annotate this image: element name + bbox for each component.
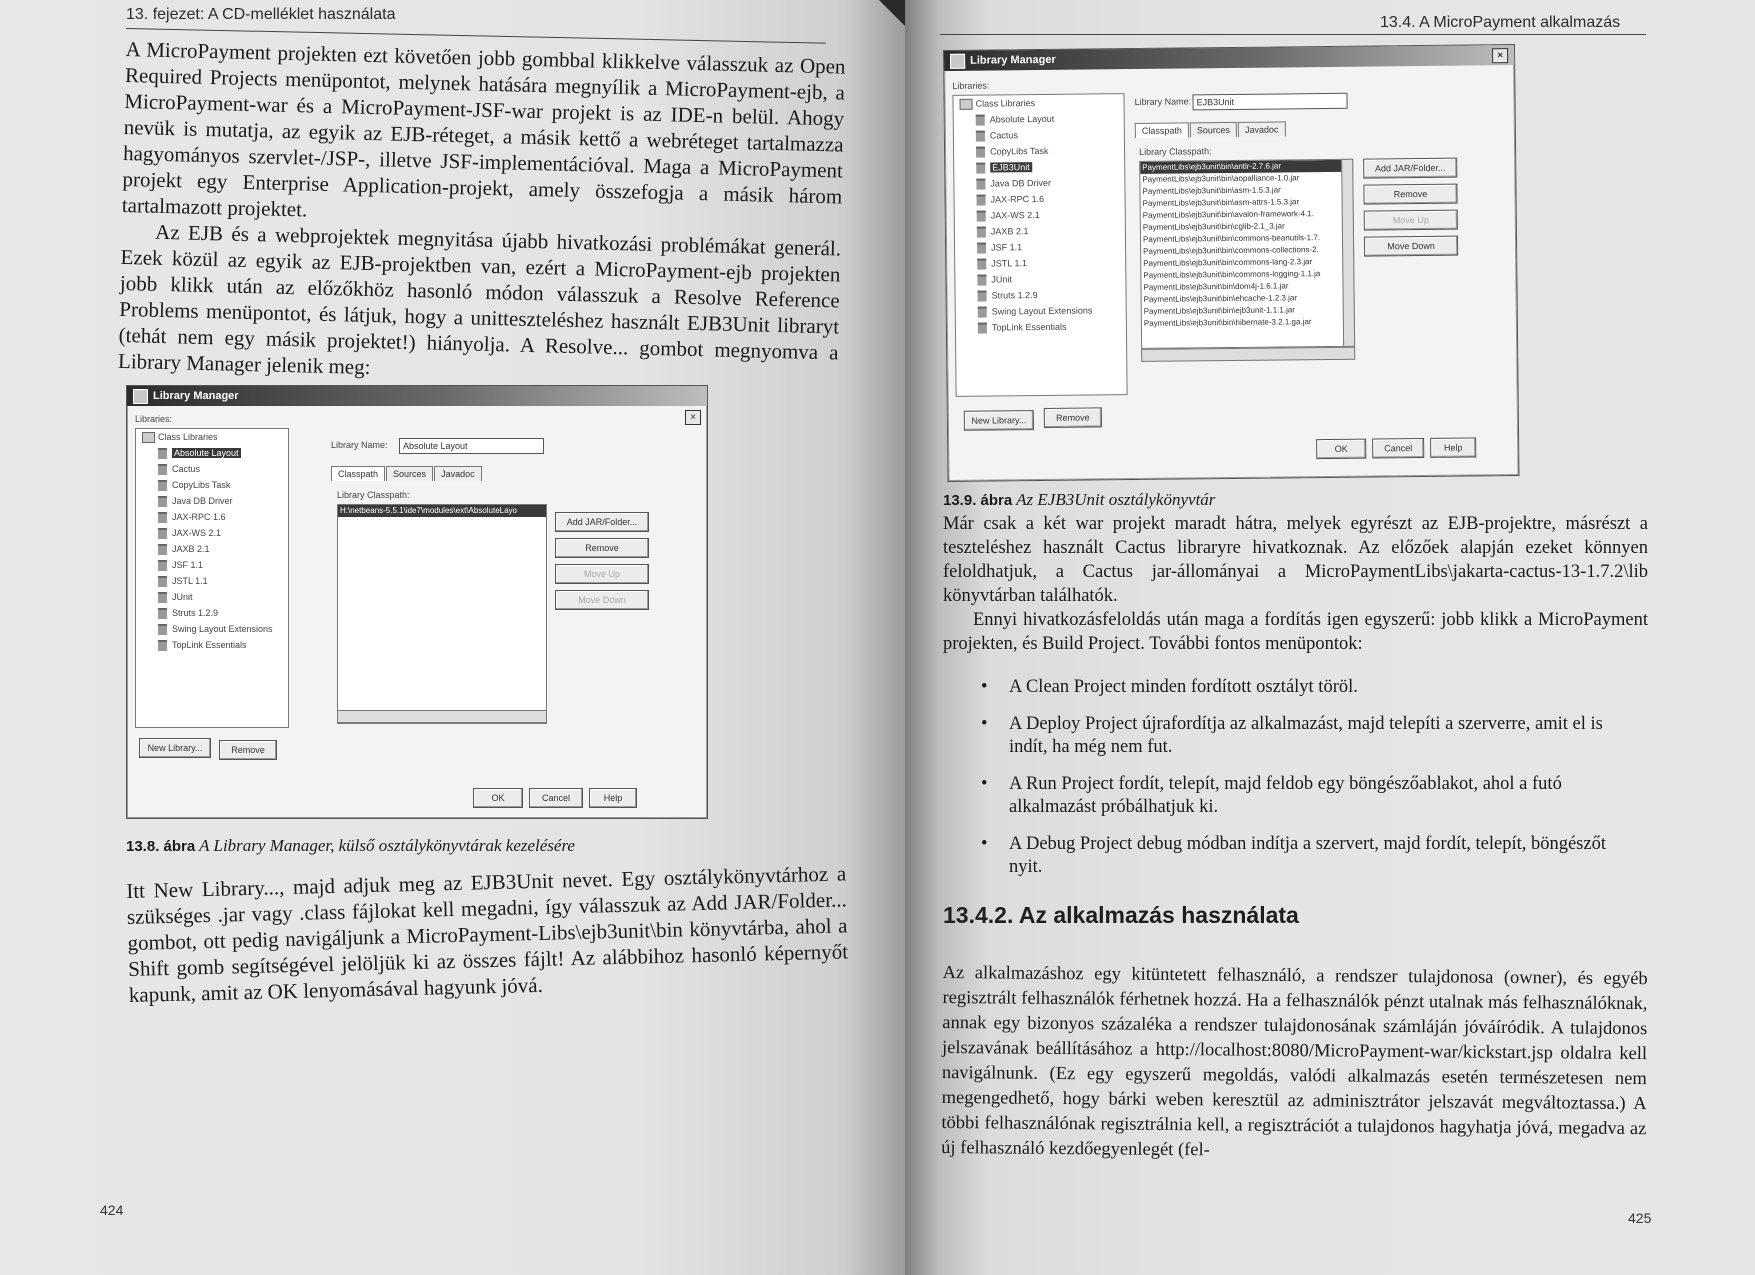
tree-node-label: EJB3Unit	[992, 162, 1030, 173]
bullet-glyph: •	[981, 774, 988, 794]
library-icon	[976, 179, 985, 190]
move-up-button[interactable]: Move Up	[1364, 210, 1458, 231]
caption-label: 13.8. ábra	[126, 838, 196, 855]
tree-node-label: JSF 1.1	[991, 242, 1023, 253]
paragraph: Már csak a két war projekt maradt hátra, melyek egyrészt az EJB-projektre, másrészt a teszteléshez használt Cactus libraryre hivatkoznak. Az előzőek alapján ezeket könnyen feloldhatjuk, a Cactus jar-állományai a MicroPaymentLibs\jakarta-cactus-13-1.7.2\lib könyvtárban találhatók.	[943, 514, 1648, 606]
caption-text: Az EJB3Unit osztálykönyvtár	[1016, 490, 1216, 509]
library-icon	[977, 243, 986, 254]
tree-node-label: Class Libraries	[158, 432, 218, 442]
library-icon	[158, 464, 167, 475]
remove-jar-button[interactable]: Remove	[555, 538, 649, 558]
tree-node-label: Java DB Driver	[990, 177, 1051, 189]
tree-item-library[interactable]	[136, 541, 288, 557]
ok-button[interactable]: OK	[1316, 439, 1366, 460]
list-item[interactable]: PaymentLibs\ejb3unit\bin\commons-beanutils-1.7.	[1142, 233, 1321, 244]
list-item	[977, 773, 1642, 819]
tree-node-label: Absolute Layout	[174, 448, 239, 458]
library-icon	[158, 624, 167, 635]
library-icon	[976, 131, 985, 142]
window-icon	[133, 389, 148, 404]
tree-node-label: Cactus	[989, 130, 1018, 141]
section-heading: 13.4.2. Az alkalmazás használata	[943, 902, 1299, 928]
tree-node-label: JAXB 2.1	[990, 226, 1029, 237]
library-icon	[158, 640, 167, 651]
tree-item-library[interactable]	[954, 190, 1124, 208]
header-rule-right	[940, 34, 1646, 35]
figure-caption-13-8	[126, 836, 575, 856]
dialog-titlebar	[944, 45, 1514, 71]
tree-node-label: JUnit	[991, 274, 1012, 285]
classpath-tabs	[331, 466, 483, 481]
library-icon	[158, 480, 167, 491]
tab-classpath[interactable]: Classpath	[1135, 122, 1189, 138]
library-icon	[976, 163, 985, 174]
tree-item-library[interactable]	[136, 621, 288, 637]
paragraph: Az alkalmazáshoz egy kitüntetett felhasználó, a rendszer tulajdonosa (owner), és egyéb regisztrált felhasználók férhetnek hozzá. Ha a felhasználók pénzt utalnak más felhasználóknak, annak egy bizonyos százaléka a rendszer tulajdonosának számláján jóváíródik. A tulajdonos jelszavának beállításához a http://localhost:8080/MicroPayment-war/kickstart.jsp oldalra kell navigálnunk. (Ez egy egyszerű megoldás, valódi alkalmazás esetén természetesen nem megengedhető, hogy bárki weben keresztül az adminisztrátor jelszavát megváltoztassa.) A többi felhasználónak regisztrálnia kell, a regisztrációt a tulajdonos hagyhatja jóvá, megadva az új felhasználó kezdőegyenlegét (fel-	[941, 962, 1648, 1160]
tab-classpath[interactable]: Classpath	[331, 466, 385, 481]
tree-item-library[interactable]	[136, 445, 288, 461]
cancel-button[interactable]: Cancel	[1372, 438, 1424, 459]
dialog-titlebar	[127, 386, 707, 406]
tree-node-label: CopyLibs Task	[990, 145, 1049, 157]
library-manager-dialog	[943, 44, 1519, 482]
library-icon	[978, 323, 987, 334]
list-item-text: A Clean Project minden fordított osztályt töröl.	[1009, 677, 1358, 697]
close-icon[interactable]: ×	[1492, 48, 1508, 63]
tree-item-library[interactable]	[955, 270, 1125, 288]
left-body-text	[118, 36, 846, 391]
library-icon	[158, 608, 167, 619]
bullet-list	[977, 676, 1642, 893]
paragraph: Az EJB és a webprojektek megnyitása újabb hivatkozási problémákat generál. Ezek közül az egyik az EJB-projektben van, ezért a MicroPayment-ejb projekten jobb klikk után az előzőkhöz hasonló módon válasszuk a Resolve Reference Problems menüpontot, és látjuk, hogy a unitteszteléshez használt EJB3Unit libraryt (tehát nem egy másik projektet!) hiányolja. A Resolve... gombot megnyomva a Library Manager jelenik meg:	[117, 219, 842, 380]
tree-item-library[interactable]	[955, 286, 1125, 304]
left-body-text-2	[126, 860, 849, 1008]
list-item	[977, 713, 1642, 759]
list-item[interactable]: PaymentLibs\ejb3unit\bin\commons-collections-2.	[1143, 245, 1319, 256]
tree-node-label: JSTL 1.1	[991, 258, 1027, 269]
tree-node-label: TopLink Essentials	[172, 640, 247, 650]
tree-item-library[interactable]	[955, 238, 1125, 256]
cancel-button[interactable]: Cancel	[529, 788, 583, 808]
dialog-title: Library Manager	[153, 390, 239, 402]
paragraph: Ennyi hivatkozásfeloldás után maga a fordítás igen egyszerű: jobb klikk a MicroPayment projekten, és Build Project. További fontos menüpontok:	[943, 610, 1648, 654]
remove-library-button[interactable]: Remove	[1044, 407, 1102, 428]
tree-item-library[interactable]	[955, 222, 1125, 240]
list-item[interactable]: H:\netbeans-5.5.1\ide7\modules\ext\AbsoluteLayo	[338, 505, 546, 517]
tree-node-label: Swing Layout Extensions	[172, 624, 273, 634]
page-number-left: 424	[100, 1202, 124, 1218]
library-icon	[977, 211, 986, 222]
tree-item-library[interactable]	[954, 174, 1124, 192]
folder-icon	[142, 432, 155, 443]
right-body-text-2	[941, 942, 1648, 1185]
library-classpath-label: Library Classpath:	[337, 490, 410, 500]
list-item[interactable]: PaymentLibs\ejb3unit\bin\aopalliance-1.0.jar	[1142, 173, 1300, 184]
tree-item-library[interactable]	[954, 158, 1124, 176]
tree-node-label: Java DB Driver	[172, 496, 233, 506]
bullet-glyph: •	[981, 834, 988, 854]
tree-node-label: Struts 1.2.9	[991, 290, 1038, 301]
remove-library-button[interactable]: Remove	[219, 740, 277, 760]
tree-node-label: JSTL 1.1	[172, 576, 208, 586]
folder-icon	[960, 99, 973, 110]
library-icon	[158, 560, 167, 571]
tree-item-library[interactable]	[955, 206, 1125, 224]
add-jar-folder-button[interactable]: Add JAR/Folder...	[555, 512, 649, 532]
list-item-text: A Deploy Project újrafordítja az alkalmazást, majd telepíti a szerverre, amit el is indít, ha még nem fut.	[1009, 714, 1603, 757]
list-item[interactable]: PaymentLibs\ejb3unit\bin\commons-logging-1.1.ja	[1143, 269, 1321, 280]
list-item[interactable]: PaymentLibs\ejb3unit\bin\dom4j-1.6.1.jar	[1143, 281, 1289, 292]
list-item-text: A Run Project fordít, telepít, majd feldob egy böngészőablakot, ahol a futó alkalmazást próbálhatjuk ki.	[1009, 774, 1562, 817]
bullet-glyph: •	[981, 677, 988, 697]
help-button[interactable]: Help	[589, 788, 637, 808]
library-icon	[976, 147, 985, 158]
tree-item-library[interactable]	[136, 573, 288, 589]
library-icon	[976, 115, 985, 126]
list-item[interactable]: PaymentLibs\ejb3unit\bin\asm-1.5.3.jar	[1142, 185, 1281, 196]
tree-node-label: CopyLibs Task	[172, 480, 231, 490]
running-head-left: 13. fejezet: A CD-melléklet használata	[126, 6, 396, 23]
tab-sources[interactable]: Sources	[1190, 122, 1237, 137]
horizontal-scrollbar[interactable]	[1141, 347, 1355, 362]
list-item	[977, 833, 1642, 879]
remove-jar-button[interactable]: Remove	[1363, 184, 1457, 205]
library-name-field[interactable]: EJB3Unit	[1192, 93, 1347, 111]
tab-javadoc[interactable]: Javadoc	[434, 466, 482, 481]
move-up-button[interactable]: Move Up	[555, 564, 649, 584]
tree-item-library[interactable]	[136, 477, 288, 493]
new-library-button[interactable]: New Library...	[139, 738, 211, 758]
tree-item-library[interactable]	[956, 318, 1126, 336]
tree-item-library[interactable]	[955, 254, 1125, 272]
tree-node-label: TopLink Essentials	[991, 321, 1067, 333]
libraries-label: Libraries:	[952, 80, 990, 91]
tree-node-label: Class Libraries	[975, 98, 1036, 109]
library-name-label: Library Name:	[331, 440, 388, 450]
list-item	[977, 676, 1642, 699]
tree-item-library[interactable]	[136, 525, 288, 541]
tree-node-label: JAX-WS 2.1	[990, 209, 1040, 221]
list-item[interactable]: PaymentLibs\ejb3unit\bin\hibernate-3.2.1.ga.jar	[1143, 317, 1312, 328]
library-icon	[158, 592, 167, 603]
list-item[interactable]: PaymentLibs\ejb3unit\bin\avalon-framework-4.1.	[1142, 209, 1314, 220]
library-manager-dialog	[126, 385, 708, 819]
tab-javadoc[interactable]: Javadoc	[1238, 121, 1286, 136]
library-icon	[977, 227, 986, 238]
tree-node-label: JAX-RPC 1.6	[172, 512, 226, 522]
tree-root-class-libraries[interactable]	[953, 94, 1123, 112]
tree-node-label: Swing Layout Extensions	[991, 305, 1093, 317]
tree-node-label: JAXB 2.1	[172, 544, 210, 554]
list-item[interactable]: PaymentLibs\ejb3unit\bin\antlr-2.7.6.jar	[1140, 160, 1352, 174]
horizontal-scrollbar[interactable]	[337, 710, 547, 723]
page-shadow-corner	[879, 0, 905, 26]
help-button[interactable]: Help	[1430, 437, 1476, 457]
list-item[interactable]: PaymentLibs\ejb3unit\bin\cglib-2.1_3.jar	[1142, 221, 1285, 232]
tree-node-label: JAX-WS 2.1	[172, 528, 222, 538]
paragraph: Itt New Library..., majd adjuk meg az EJB3Unit nevet. Egy osztálykönyvtárhoz a szükséges .jar vagy .class fájlokat kell megadni, így válasszuk az Add JAR/Folder... gombot, ott pedig navigáljunk a MicroPayment-Libs\ejb3unit\bin könyvtárba, ahol a Shift gomb segítségével jelöljük ki az összes fájlt! Az alábbihoz hasonló képernyőt kapunk, amit az OK lenyomásával hagyunk jóvá.	[126, 861, 849, 1007]
tree-item-library[interactable]	[954, 110, 1124, 128]
tree-node-label: Cactus	[172, 464, 201, 474]
list-item-text: A Debug Project debug módban indítja a szervert, majd fordít, telepít, böngészőt nyit.	[1009, 834, 1606, 877]
bullet-glyph: •	[981, 714, 988, 734]
libraries-label: Libraries:	[135, 414, 173, 424]
libraries-tree[interactable]	[135, 428, 289, 728]
tab-sources[interactable]: Sources	[386, 466, 433, 481]
page-number-right: 425	[1628, 1210, 1652, 1226]
classpath-tabs	[1135, 121, 1287, 138]
library-name-field[interactable]: Absolute Layout	[399, 438, 544, 454]
library-icon	[977, 259, 986, 270]
dialog-title: Library Manager	[970, 53, 1056, 67]
close-icon[interactable]: ×	[685, 410, 701, 425]
caption-label: 13.9. ábra	[943, 492, 1013, 509]
move-down-button[interactable]: Move Down	[555, 590, 649, 610]
figure-caption-13-9	[943, 490, 1215, 510]
tree-item-library[interactable]	[136, 557, 288, 573]
tree-node-label: JAX-RPC 1.6	[990, 193, 1045, 205]
libraries-tree[interactable]	[952, 93, 1127, 397]
list-item[interactable]: PaymentLibs\ejb3unit\bin\commons-lang-2.3.jar	[1143, 257, 1313, 268]
list-item[interactable]: PaymentLibs\ejb3unit\bin\ehcache-1.2.3.jar	[1143, 293, 1298, 304]
library-icon	[978, 307, 987, 318]
tree-node-label: JUnit	[172, 592, 193, 602]
tree-item-library[interactable]	[136, 509, 288, 525]
tree-item-library[interactable]	[136, 605, 288, 621]
caption-text: A Library Manager, külső osztálykönyvtárak kezelésére	[199, 836, 575, 855]
tree-item-library[interactable]	[136, 493, 288, 509]
right-body-text	[943, 512, 1648, 656]
library-icon	[978, 291, 987, 302]
tree-item-library[interactable]	[136, 589, 288, 605]
library-name-label: Library Name:	[1134, 96, 1192, 107]
ok-button[interactable]: OK	[473, 788, 523, 808]
window-icon	[950, 54, 965, 69]
tree-node-label: Struts 1.2.9	[172, 608, 219, 618]
add-jar-folder-button[interactable]: Add JAR/Folder...	[1363, 158, 1457, 179]
tree-item-library[interactable]	[136, 637, 288, 653]
classpath-list[interactable]	[1139, 159, 1355, 349]
library-icon	[977, 195, 986, 206]
tree-node-label: Absolute Layout	[989, 113, 1055, 125]
classpath-list[interactable]	[337, 504, 547, 724]
list-item[interactable]: PaymentLibs\ejb3unit\bin\ejb3unit-1.1.1.jar	[1143, 305, 1296, 316]
running-head-right: 13.4. A MicroPayment alkalmazás	[1380, 14, 1621, 31]
tree-root-class-libraries[interactable]	[136, 429, 288, 445]
list-item[interactable]: PaymentLibs\ejb3unit\bin\asm-attrs-1.5.3.jar	[1142, 197, 1300, 208]
move-down-button[interactable]: Move Down	[1364, 236, 1458, 257]
tree-item-library[interactable]	[136, 461, 288, 477]
tree-item-library[interactable]	[956, 302, 1126, 320]
library-icon	[158, 496, 167, 507]
library-icon	[158, 512, 167, 523]
tree-item-library[interactable]	[954, 126, 1124, 144]
vertical-scrollbar[interactable]	[1341, 159, 1355, 347]
new-library-button[interactable]: New Library...	[964, 410, 1034, 431]
library-classpath-label: Library Classpath:	[1139, 146, 1212, 157]
library-icon	[977, 275, 986, 286]
library-icon	[158, 448, 167, 459]
tree-item-library[interactable]	[954, 142, 1124, 160]
tree-node-label: JSF 1.1	[172, 560, 204, 570]
library-icon	[158, 576, 167, 587]
library-icon	[158, 528, 167, 539]
paragraph: A MicroPayment projekten ezt követően jobb gombbal klikkelve válasszuk az Open Required Projects menüpontot, melynek hatására megnyílik a MicroPayment-ejb, a MicroPayment-war és a MicroPayment-JSF-war projekt is az IDE-n belül. Ahogy nevük is mutatja, az egyik az EJB-réteget, a másik kettő a webréteget tartalmazza hagyományos szervlet-/JSP-, illetve JSF-implementációval. Maga a MicroPayment projekt egy Enterprise Application-projekt, amely összefogja a másik három tartalmazott projektet.	[121, 36, 846, 222]
library-icon	[158, 544, 167, 555]
